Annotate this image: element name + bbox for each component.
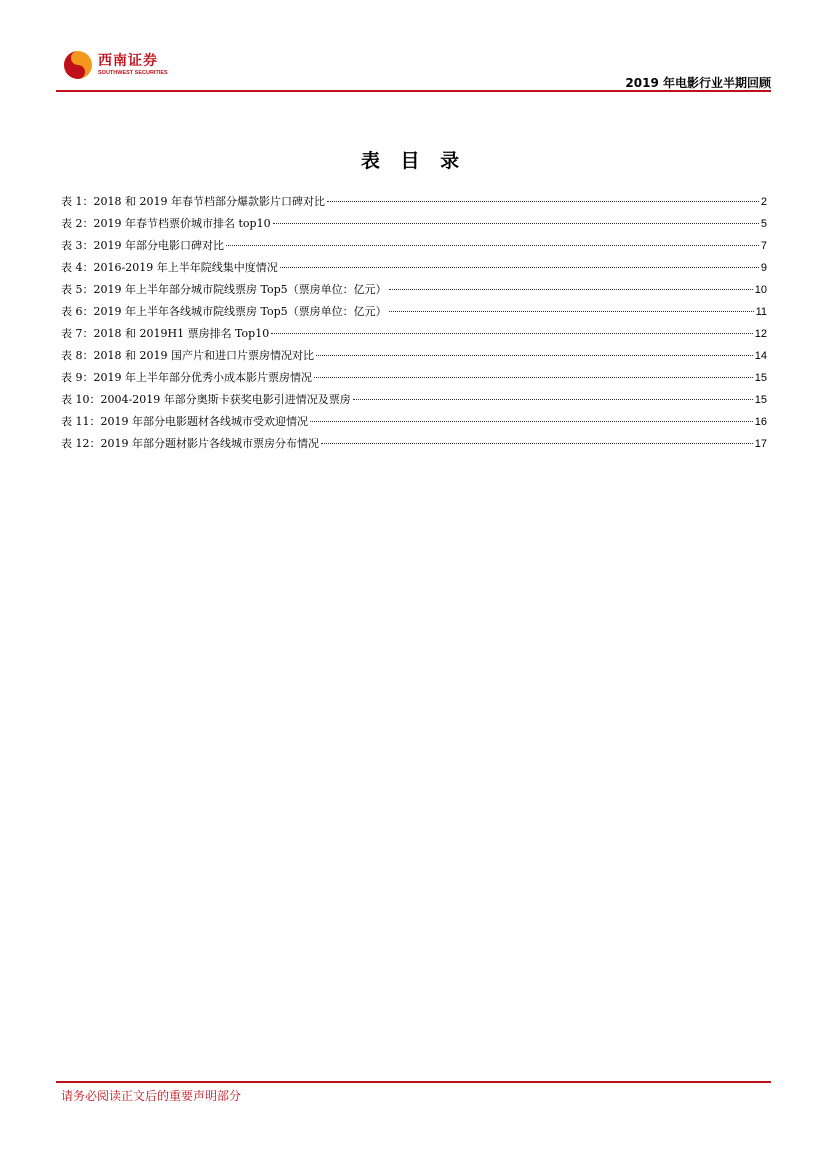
toc-dot-leader xyxy=(271,333,753,334)
toc-entry-label: 表 5：2019 年上半年部分城市院线票房 Top5（票房单位：亿元） xyxy=(61,283,387,296)
toc-title: 表 目 录 xyxy=(360,150,467,172)
table-of-contents xyxy=(61,193,767,457)
toc-dot-leader xyxy=(310,421,753,422)
report-title: 2019 年电影行业半期回顾 xyxy=(625,76,771,90)
toc-entry[interactable] xyxy=(61,391,767,413)
footer-disclaimer: 请务必阅读正文后的重要声明部分 xyxy=(61,1089,242,1103)
toc-dot-leader xyxy=(321,443,753,444)
toc-entry[interactable] xyxy=(61,237,767,259)
toc-entry-label: 表 1：2018 和 2019 年春节档部分爆款影片口碑对比 xyxy=(61,195,325,208)
header-divider xyxy=(56,90,771,92)
footer-divider xyxy=(56,1081,771,1083)
toc-dot-leader xyxy=(314,377,753,378)
toc-entry[interactable] xyxy=(61,347,767,369)
toc-entry-page: 7 xyxy=(760,240,767,252)
toc-entry[interactable] xyxy=(61,193,767,215)
toc-entry-label: 表 10：2004-2019 年部分奥斯卡获奖电影引进情况及票房 xyxy=(61,393,351,406)
toc-entry[interactable] xyxy=(61,281,767,303)
toc-dot-leader xyxy=(389,289,753,290)
toc-entry[interactable] xyxy=(61,413,767,435)
toc-dot-leader xyxy=(273,223,759,224)
toc-entry[interactable] xyxy=(61,325,767,347)
toc-dot-leader xyxy=(226,245,759,246)
logo-mark-icon xyxy=(63,50,93,80)
toc-entry[interactable] xyxy=(61,259,767,281)
toc-entry-page: 16 xyxy=(754,416,767,428)
toc-dot-leader xyxy=(353,399,753,400)
toc-entry-page: 9 xyxy=(760,262,767,274)
toc-entry-page: 10 xyxy=(754,284,767,296)
toc-entry-label: 表 7：2018 和 2019H1 票房排名 Top10 xyxy=(61,327,270,340)
toc-entry-page: 11 xyxy=(755,306,767,318)
page-header xyxy=(56,44,771,92)
toc-entry-label: 表 11：2019 年部分电影题材各线城市受欢迎情况 xyxy=(61,415,308,428)
toc-entry[interactable] xyxy=(61,369,767,391)
toc-entry-label: 表 3：2019 年部分电影口碑对比 xyxy=(61,239,224,252)
toc-dot-leader xyxy=(327,201,759,202)
toc-entry[interactable] xyxy=(61,435,767,457)
toc-entry-page: 2 xyxy=(760,196,767,208)
toc-entry-label: 表 4：2016-2019 年上半年院线集中度情况 xyxy=(61,261,278,274)
company-logo xyxy=(63,50,168,80)
logo-english-name: SOUTHWEST SECURITIES xyxy=(98,69,168,76)
toc-entry[interactable] xyxy=(61,215,767,237)
toc-dot-leader xyxy=(389,311,754,312)
toc-entry-label: 表 6：2019 年上半年各线城市院线票房 Top5（票房单位：亿元） xyxy=(61,305,387,318)
toc-entry[interactable] xyxy=(61,303,767,325)
toc-dot-leader xyxy=(316,355,753,356)
toc-entry-label: 表 8：2018 和 2019 国产片和进口片票房情况对比 xyxy=(61,349,314,362)
toc-entry-label: 表 12：2019 年部分题材影片各线城市票房分布情况 xyxy=(61,437,319,450)
toc-dot-leader xyxy=(280,267,759,268)
toc-entry-page: 5 xyxy=(760,218,767,230)
toc-entry-page: 15 xyxy=(754,394,767,406)
logo-chinese-name: 西南证券 xyxy=(98,52,158,69)
toc-entry-page: 14 xyxy=(754,350,767,362)
toc-entry-page: 12 xyxy=(754,328,767,340)
toc-entry-page: 17 xyxy=(754,438,767,450)
toc-entry-label: 表 9：2019 年上半年部分优秀小成本影片票房情况 xyxy=(61,371,312,384)
toc-entry-label: 表 2：2019 年春节档票价城市排名 top10 xyxy=(61,217,271,230)
toc-entry-page: 15 xyxy=(754,372,767,384)
